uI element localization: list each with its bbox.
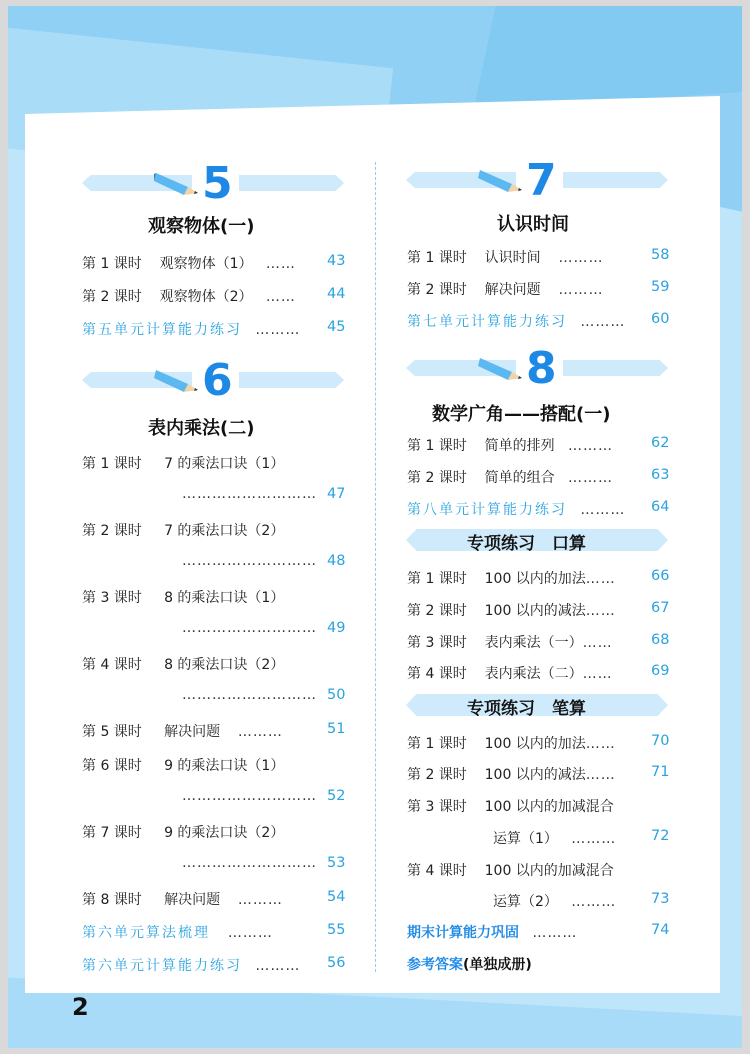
leader-dots: ………: [567, 470, 613, 486]
lesson-label: 第 4 课时: [407, 666, 467, 682]
ribbon-right: [563, 360, 668, 376]
unit-title: 认识时间: [497, 214, 569, 235]
toc-row[interactable]: [82, 822, 284, 842]
ribbon-right: [239, 175, 344, 191]
unit-number: 8: [526, 343, 557, 394]
lesson-label: 第 2 课时: [407, 767, 467, 783]
lesson-label: 第 7 课时: [82, 825, 142, 841]
page-ref[interactable]: 58: [651, 247, 670, 263]
leader-dots: ……: [265, 256, 296, 272]
page-ref[interactable]: 47: [327, 486, 346, 502]
toc-row[interactable]: [407, 247, 603, 267]
toc-row[interactable]: [407, 632, 613, 652]
toc-row[interactable]: [407, 568, 616, 588]
leader-dots: ………: [571, 894, 617, 910]
unit-title: 表内乘法(二): [148, 418, 255, 439]
leader-dots: ……: [585, 736, 616, 752]
page-ref[interactable]: 49: [327, 620, 346, 636]
toc-row[interactable]: [407, 499, 625, 519]
final-practice-label: 期末计算能力巩固: [407, 925, 519, 941]
lesson-label: 第 4 课时: [82, 657, 142, 673]
lesson-topic: 8 的乘法口诀（1）: [164, 590, 285, 606]
unit-title: 观察物体(一): [148, 216, 255, 237]
leader-dots: ………………………: [182, 553, 317, 569]
toc-row[interactable]: [82, 889, 283, 909]
toc-row[interactable]: [82, 721, 283, 741]
leader-dots: ………: [237, 724, 283, 740]
page-number: 2: [72, 993, 89, 1021]
lesson-topic: 简单的排列: [484, 438, 555, 454]
toc-row[interactable]: [407, 954, 532, 974]
toc-row-cont[interactable]: [493, 828, 616, 848]
leader-dots: ………………………: [182, 788, 317, 804]
lesson-label: 第 2 课时: [407, 282, 467, 298]
page-ref[interactable]: 64: [651, 499, 670, 515]
lesson-topic: 7 的乘法口诀（1）: [164, 456, 285, 472]
section-title: 专项练习 笔算: [467, 699, 586, 719]
lesson-label: 第 6 课时: [82, 758, 142, 774]
lesson-label: 第 1 课时: [407, 571, 467, 587]
leader-dots: ………………………: [182, 486, 317, 502]
leader-dots: ………………………: [182, 687, 317, 703]
leader-dots: ……: [585, 603, 616, 619]
lesson-topic: 解决问题: [164, 892, 221, 908]
toc-row[interactable]: [82, 253, 296, 273]
lesson-topic: 解决问题: [164, 724, 221, 740]
leader-dots: ………: [580, 314, 626, 330]
lesson-topic: 表内乘法（二）: [484, 666, 583, 682]
page-ref[interactable]: 63: [651, 467, 670, 483]
lesson-label: 第 1 课时: [82, 256, 142, 272]
leader-dots: ……: [265, 289, 296, 305]
leader-dots: ………………………: [182, 620, 317, 636]
page-ref[interactable]: 67: [651, 600, 670, 616]
leader-dots: ………: [227, 925, 273, 941]
lesson-topic: 表内乘法（一）: [484, 635, 583, 651]
lesson-label: 第 1 课时: [407, 438, 467, 454]
lesson-topic: 100 以内的加减混合: [484, 863, 614, 879]
lesson-topic: 认识时间: [484, 250, 541, 266]
lesson-label: 第 5 课时: [82, 724, 142, 740]
page-ref[interactable]: 60: [651, 311, 670, 327]
leader-row: [182, 788, 317, 804]
leader-dots: ………: [558, 282, 604, 298]
answers-note: (单独成册): [463, 957, 532, 973]
toc-row[interactable]: [407, 764, 616, 784]
lesson-topic: 8 的乘法口诀（2）: [164, 657, 285, 673]
lesson-label: 第 2 课时: [407, 603, 467, 619]
toc-row[interactable]: [407, 467, 613, 487]
page-ref[interactable]: 52: [327, 788, 346, 804]
page-ref[interactable]: 44: [327, 286, 346, 302]
pencil-icon: [478, 354, 522, 382]
page-ref[interactable]: 53: [327, 855, 346, 871]
leader-row: [182, 855, 317, 871]
page-ref[interactable]: 73: [651, 891, 670, 907]
practice-label: 第八单元计算能力练习: [407, 502, 567, 518]
page-ref[interactable]: 51: [327, 721, 346, 737]
lesson-topic: 解决问题: [484, 282, 541, 298]
page-ref[interactable]: 70: [651, 733, 670, 749]
unit-7-header: [406, 155, 668, 206]
practice-label: 第五单元计算能力练习: [82, 322, 242, 338]
page-ref[interactable]: 72: [651, 828, 670, 844]
lesson-label: 第 2 课时: [82, 289, 142, 305]
toc-row[interactable]: [82, 755, 284, 775]
unit-number: 6: [202, 355, 233, 406]
lesson-topic: 100 以内的减法: [484, 767, 586, 783]
lesson-topic: 100 以内的加减混合: [484, 799, 614, 815]
leader-dots: ………: [567, 438, 613, 454]
leader-dots: ………: [532, 925, 578, 941]
toc-row[interactable]: [82, 955, 300, 975]
leader-row: [182, 620, 317, 636]
lesson-topic: 简单的组合: [484, 470, 555, 486]
leader-row: [182, 553, 317, 569]
lesson-label: 第 2 课时: [82, 523, 142, 539]
pencil-icon: [478, 166, 522, 194]
leader-dots: ………: [237, 892, 283, 908]
lesson-topic: 9 的乘法口诀（2）: [164, 825, 285, 841]
pencil-icon: [154, 169, 198, 197]
lesson-topic: 100 以内的加法: [484, 571, 586, 587]
page-ref[interactable]: 50: [327, 687, 346, 703]
leader-dots: ………………………: [182, 855, 317, 871]
lesson-topic: 观察物体（2）: [159, 289, 253, 305]
lesson-label: 第 1 课时: [82, 456, 142, 472]
lesson-label: 第 3 课时: [407, 799, 467, 815]
lesson-topic: 100 以内的减法: [484, 603, 586, 619]
lesson-label: 第 3 课时: [82, 590, 142, 606]
leader-dots: ………: [558, 250, 604, 266]
ribbon-right: [563, 172, 668, 188]
toc-row[interactable]: [407, 600, 616, 620]
page-ref[interactable]: 71: [651, 764, 670, 780]
page-ref[interactable]: 56: [327, 955, 346, 971]
page-ref[interactable]: 62: [651, 435, 670, 451]
lesson-label: 第 1 课时: [407, 736, 467, 752]
lesson-label: 第 8 课时: [82, 892, 142, 908]
lesson-topic-cont: 运算（2）: [493, 894, 558, 910]
unit-number: 7: [526, 155, 557, 206]
toc-row[interactable]: [82, 520, 284, 540]
page-ref[interactable]: 45: [327, 319, 346, 335]
leader-dots: ………: [571, 831, 617, 847]
lesson-topic: 观察物体（1）: [159, 256, 253, 272]
page-ref[interactable]: 66: [651, 568, 670, 584]
leader-dots: ……: [585, 571, 616, 587]
unit-8-header: [406, 343, 668, 394]
toc-row[interactable]: [82, 453, 284, 473]
page-ref[interactable]: 55: [327, 922, 346, 938]
leader-dots: ………: [255, 958, 301, 974]
practice-label: 第七单元计算能力练习: [407, 314, 567, 330]
toc-row-cont[interactable]: [493, 891, 616, 911]
toc-row[interactable]: [82, 587, 284, 607]
toc-row[interactable]: [82, 922, 273, 942]
page-ref[interactable]: 43: [327, 253, 346, 269]
page-ref[interactable]: 74: [651, 922, 670, 938]
toc-row[interactable]: [82, 654, 284, 674]
unit-5-header: [82, 158, 344, 209]
leader-dots: ……: [582, 666, 613, 682]
toc-row[interactable]: [407, 796, 614, 816]
toc-row[interactable]: [407, 663, 613, 683]
toc-row[interactable]: [407, 860, 614, 880]
pencil-icon: [154, 366, 198, 394]
toc-row[interactable]: [82, 319, 300, 339]
lesson-topic: 7 的乘法口诀（2）: [164, 523, 285, 539]
leader-row: [182, 687, 317, 703]
unit-number: 5: [202, 158, 233, 209]
unit-6-header: [82, 355, 344, 406]
practice-label: 第六单元计算能力练习: [82, 958, 242, 974]
lesson-label: 第 2 课时: [407, 470, 467, 486]
toc-row[interactable]: [407, 922, 577, 942]
leader-dots: ……: [582, 635, 613, 651]
leader-dots: ………: [255, 322, 301, 338]
lesson-topic-cont: 运算（1）: [493, 831, 558, 847]
ribbon-right: [239, 372, 344, 388]
toc-row[interactable]: [82, 286, 296, 306]
lesson-topic: 100 以内的加法: [484, 736, 586, 752]
page-ref[interactable]: 59: [651, 279, 670, 295]
review-label: 第六单元算法梳理: [82, 925, 210, 941]
page-ref[interactable]: 69: [651, 663, 670, 679]
page-ref[interactable]: 68: [651, 632, 670, 648]
section-title: 专项练习 口算: [467, 534, 586, 554]
answers-label: 参考答案: [407, 957, 463, 973]
toc-row[interactable]: [407, 733, 616, 753]
toc-row[interactable]: [407, 279, 603, 299]
leader-dots: ……: [585, 767, 616, 783]
leader-row: [182, 486, 317, 502]
lesson-label: 第 1 课时: [407, 250, 467, 266]
lesson-label: 第 3 课时: [407, 635, 467, 651]
toc-row[interactable]: [407, 311, 625, 331]
lesson-topic: 9 的乘法口诀（1）: [164, 758, 285, 774]
unit-title: 数学广角——搭配(一): [432, 404, 611, 425]
leader-dots: ………: [580, 502, 626, 518]
column-divider: [375, 162, 376, 972]
page-ref[interactable]: 48: [327, 553, 346, 569]
toc-row[interactable]: [407, 435, 613, 455]
page-ref[interactable]: 54: [327, 889, 346, 905]
lesson-label: 第 4 课时: [407, 863, 467, 879]
